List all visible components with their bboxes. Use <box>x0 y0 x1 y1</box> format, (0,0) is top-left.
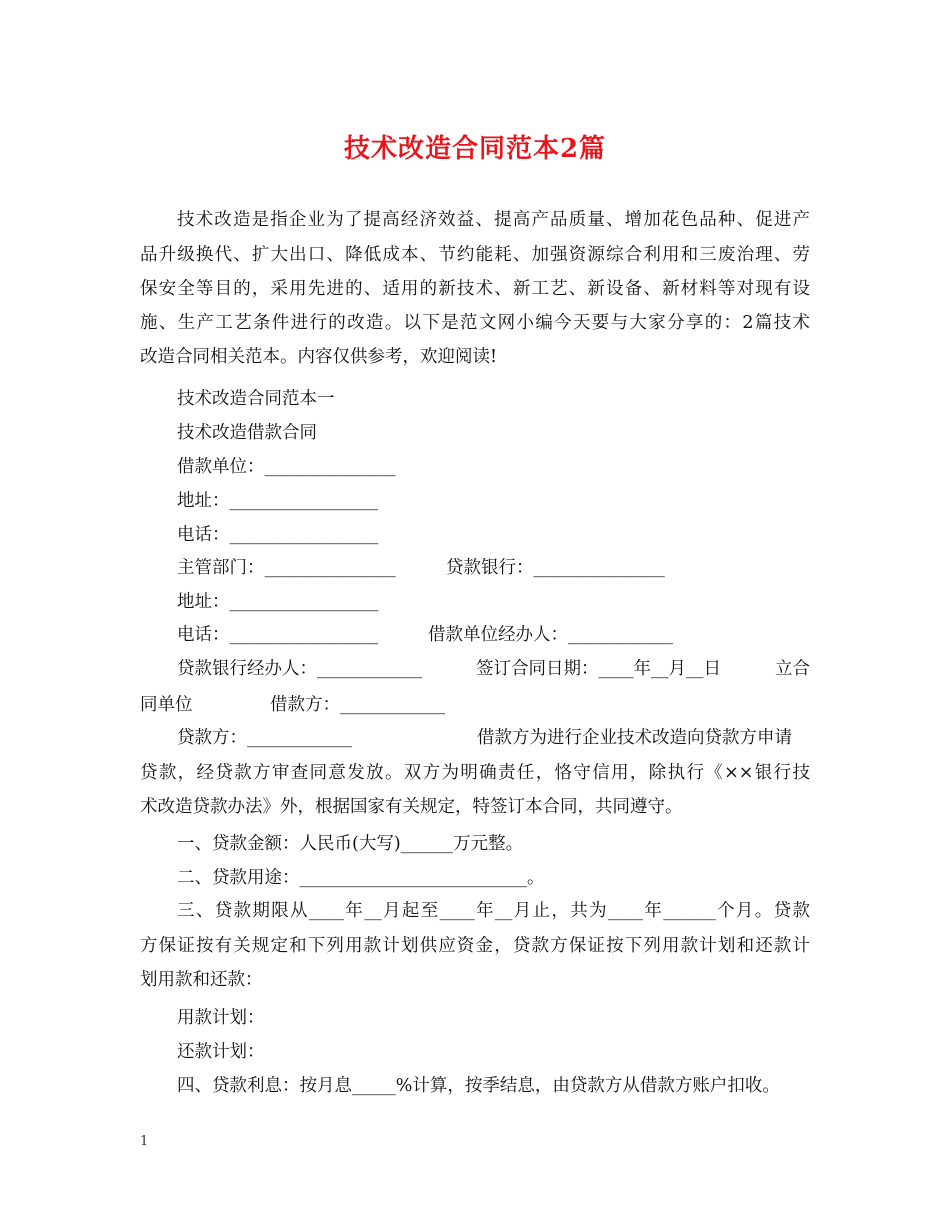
supervisor-dept-field: 主管部门：_______________ <box>177 558 396 578</box>
clause-term-line-3: 划用款和还款： <box>140 970 263 990</box>
clause-usage: 二、贷款用途：__________________________。 <box>177 868 545 888</box>
borrower-agent-field: 借款单位经办人：____________ <box>428 625 673 645</box>
document-title: 技术改造合同范本2篇 <box>343 134 607 164</box>
phone-field-1: 电话：_________________ <box>177 525 379 545</box>
contract-title: 技术改造借款合同 <box>177 423 317 443</box>
clause-term-line-2: 方保证按有关规定和下列用款计划供应资金，贷款方保证按下列用款计划和还款计 <box>140 936 810 956</box>
parties-line-2: 同单位 <box>140 695 193 715</box>
repay-plan-label: 还款计划： <box>177 1042 265 1062</box>
intro-line-1: 技术改造是指企业为了提高经济效益、提高产品质量、增加花色品种、促进产 <box>177 210 810 230</box>
intro-line-2: 品升级换代、扩大出口、降低成本、节约能耗、加强资源综合利用和三废治理、劳 <box>140 245 810 265</box>
bank-agent-field: 贷款银行经办人：____________ <box>177 659 422 679</box>
lender-party-field: 贷款方：____________ <box>177 728 352 748</box>
purpose-lead-text: 借款方为进行企业技术改造向贷款方申请 <box>477 728 792 748</box>
clause-amount: 一、贷款金额：人民币(大写)______万元整。 <box>177 834 524 854</box>
page-number: 1 <box>140 1134 149 1149</box>
clause-term-line-1: 三、贷款期限从____年__月起至____年__月止，共为____年______个月。贷款 <box>177 901 810 921</box>
use-plan-label: 用款计划： <box>177 1008 265 1028</box>
purpose-line-2: 术改造贷款办法》外，根据国家有关规定，特签订本合同，共同遵守。 <box>140 797 683 817</box>
address-field-2: 地址：_________________ <box>177 592 379 612</box>
intro-line-5: 改造合同相关范本。内容仅供参考，欢迎阅读! <box>140 347 498 367</box>
clause-interest: 四、贷款利息：按月息_____%计算，按季结息，由贷款方从借款方账户扣收。 <box>177 1076 780 1096</box>
purpose-line-1: 贷款，经贷款方审查同意发放。双方为明确责任，恪守信用，除执行《××银行技 <box>140 763 810 783</box>
sign-date-field: 签订合同日期：____年__月__日 <box>476 659 721 679</box>
phone-field-2: 电话：_________________ <box>177 625 379 645</box>
address-field-1: 地址：_________________ <box>177 491 379 511</box>
section-title: 技术改造合同范本一 <box>177 389 335 409</box>
lender-bank-field: 贷款银行：_______________ <box>446 558 665 578</box>
parties-lead-text: 立合 <box>775 659 810 679</box>
borrower-unit-field: 借款单位：_______________ <box>177 457 396 477</box>
borrower-party-field: 借款方：____________ <box>270 695 445 715</box>
intro-line-3: 保安全等目的，采用先进的、适用的新技术、新工艺、新设备、新材料等对现有设 <box>140 279 810 299</box>
intro-line-4: 施、生产工艺条件进行的改造。以下是范文网小编今天要与大家分享的：2篇技术 <box>140 313 810 333</box>
